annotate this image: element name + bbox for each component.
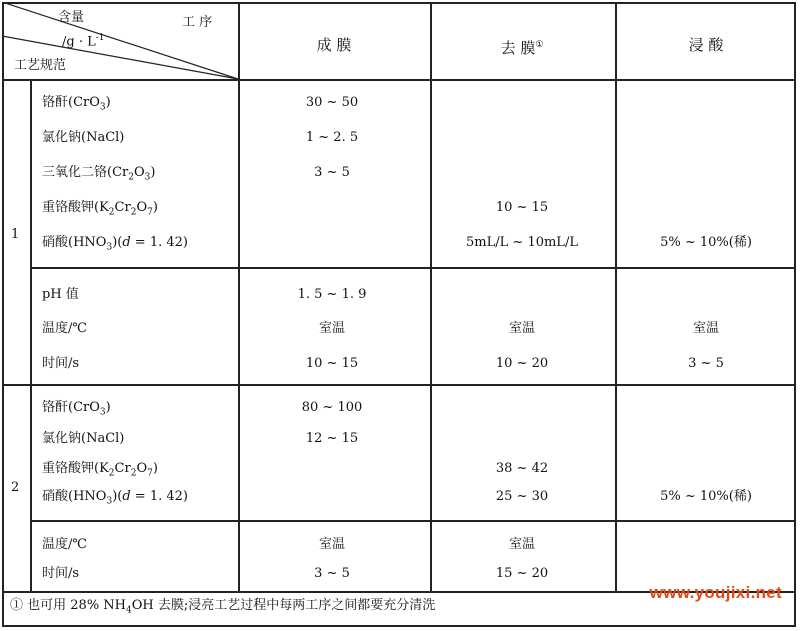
rule-col-label [238,2,240,591]
cell-dip: 室温 [692,321,720,336]
rule-g1-bottom [2,384,796,386]
col-header-dip: 浸 酸 [688,36,724,54]
row-label: 氯化钠(NaCl) [42,130,125,145]
cell-film: 室温 [318,321,346,336]
header-process-label: 工 序 [182,15,213,30]
cell-film: 1 ~ 2. 5 [305,130,359,145]
cell-film: 1. 5 ~ 1. 9 [297,287,367,302]
cell-film: 3 ~ 5 [314,165,350,180]
row-label: 铬酐(CrO$_3$) [42,400,111,418]
watermark-text: www.youjixi.net [649,583,782,602]
cell-film: 80 ~ 100 [301,400,363,415]
row-label: pH 值 [42,287,79,302]
cell-remove: 5mL/L ~ 10mL/L [466,235,578,250]
cell-film: 30 ~ 50 [305,95,359,110]
row-label: 三氧化二铬$(Cr_2O_3)$ [42,165,156,183]
header-spec-label: 工艺规范 [14,58,67,73]
row-label: 温度/℃ [42,321,87,336]
rule-col-number [30,79,32,591]
cell-film: 室温 [318,537,346,552]
group-number: 1 [11,227,20,242]
row-label: 时间/s [42,356,80,371]
group-number: 2 [11,480,20,495]
cell-remove: 15 ~ 20 [495,566,549,581]
cell-dip: 5% ~ 10%(稀) [660,489,752,504]
footnote: ① 也可用 28% $NH_4OH$ 去膜;浸亮工艺过程中每两工序之间都要充分清洗 [10,598,436,616]
row-label: 硝酸$(HNO_3)(d = 1$. 42) [42,489,188,507]
col-header-film: 成 膜 [316,36,352,54]
header-content-label: 含量 [58,10,85,25]
cell-remove: 室温 [508,537,536,552]
rule-g1-split [30,267,796,269]
table-frame [2,2,796,627]
row-label: 重铬酸钾$(K_2Cr_2O_7)$ [42,200,158,218]
cell-film: 10 ~ 15 [305,356,359,371]
cell-remove: 10 ~ 20 [495,356,549,371]
cell-remove: 10 ~ 15 [495,200,549,215]
footnote-mark: ① [10,598,24,613]
rule-col-film [430,2,432,591]
row-label: 硝酸$(HNO_3)(d = 1$. 42) [42,235,188,253]
cell-dip: 3 ~ 5 [688,356,724,371]
cell-remove: 室温 [508,321,536,336]
rule-g2-split [30,520,796,522]
cell-film: 3 ~ 5 [314,566,350,581]
rule-col-remove [615,2,617,591]
row-label: 铬酐(CrO$_3$) [42,95,111,113]
row-label: 温度/℃ [42,537,87,552]
col-header-remove: 去 膜① [500,39,544,57]
header-unit-label: $/g \cdot L^{-1}$ [62,33,105,50]
cell-remove: 38 ~ 42 [495,461,549,476]
cell-film: 12 ~ 15 [305,431,359,446]
cell-remove: 25 ~ 30 [495,489,549,504]
cell-dip: 5% ~ 10%(稀) [660,235,752,250]
row-label: 时间/s [42,566,80,581]
row-label: 氯化钠(NaCl) [42,431,125,446]
row-label: 重铬酸钾$(K_2Cr_2O_7)$ [42,461,158,479]
